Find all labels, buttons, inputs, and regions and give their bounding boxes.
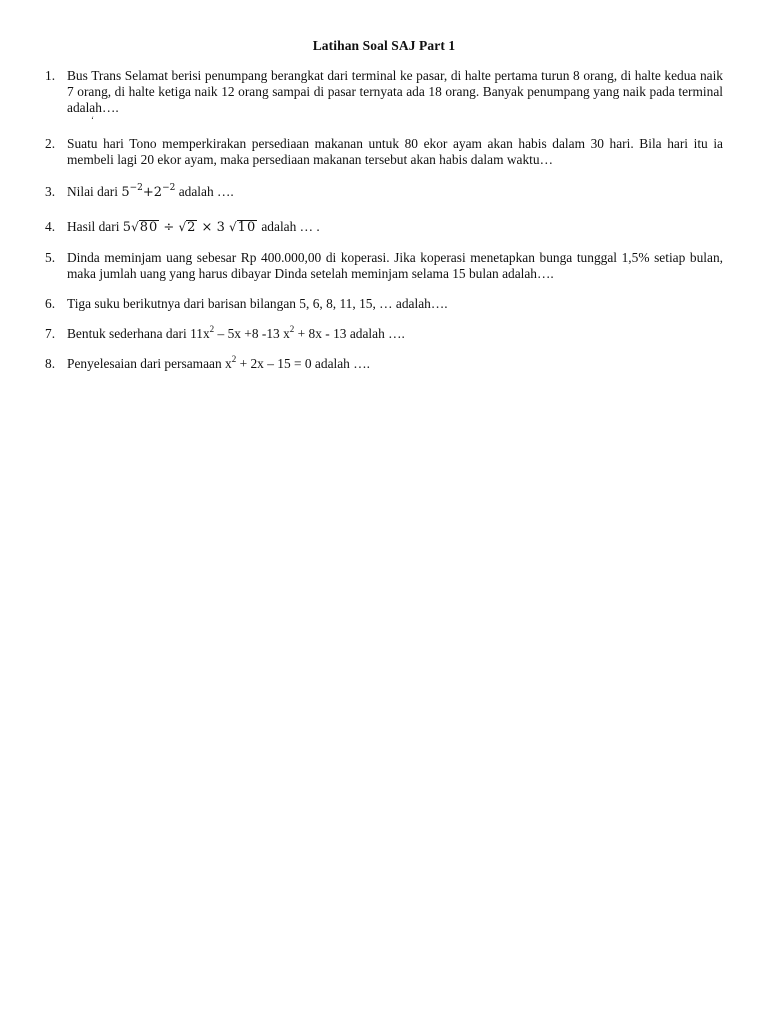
math-expression: $5^{-2}+2^{-2}$ [121,183,176,200]
question-text: Penyelesaian dari persamaan $x^2 + 2x - 15 = 0$ adalah …. [67,354,370,371]
document-title: Latihan Soal SAJ Part 1 [312,38,456,53]
radical-sign-icon: √ [131,220,139,234]
question-list [45,68,723,372]
question-2 [45,136,723,168]
question-number: 2. [45,136,56,151]
question-3 [45,184,723,201]
question-8 [45,356,723,372]
question-text: Dinda meminjam uang sebesar Rp 400.000,00 di koperasi. Jika koperasi menetapkan bunga tunggal 1,5% setiap bulan, maka jumlah uang yang harus dibayar Dinda setelah meminjam selama 15 bulan adalah…. [67,250,723,281]
question-number: 3. [45,184,56,199]
radicand: 2 [187,220,197,235]
question-7 [45,326,723,342]
question-number: 1. [45,68,56,83]
question-text: Hasil dari 5√80 ÷ √2 × 3 √10 adalah … . [67,219,320,235]
question-5 [45,250,723,282]
radical-sign-icon: √ [178,220,187,234]
question-number: 5. [45,250,56,265]
question-number: 8. [45,356,56,371]
question-text: Tiga suku berikutnya dari barisan bilangan 5, 6, 8, 11, 15, … adalah…. [67,296,448,311]
radical-sign-icon: √ [229,220,237,234]
question-6 [45,296,723,312]
question-number: 6. [45,296,56,311]
question-text: Nilai dari $5^{-2}+2^{-2}$ adalah …. [67,183,234,200]
math-expression: 5√80 ÷ √2 × 3 √10 [122,220,257,235]
radicand: 10 [237,220,257,235]
radicand: 80 [139,220,159,235]
stray-mark: ‘ [91,115,94,125]
question-text: Bus Trans Selamat berisi penumpang berangkat dari terminal ke pasar, di halte pertama turun 8 orang, di halte kedua naik 7 orang, di halte ketiga naik 12 orang sampai di pasar ternyata ada 18 orang. Banyak penumpang yang naik pada terminal adalah…. ‘ [67,68,723,125]
question-text: Bentuk sederhana dari $11x^2 - 5x +8$ -13 $x^2 + 8x - 13$ adalah …. [67,324,405,341]
question-number: 7. [45,326,56,341]
question-4 [45,219,723,236]
question-number: 4. [45,219,56,234]
question-1 [45,68,723,124]
question-text: Suatu hari Tono memperkirakan persediaan makanan untuk 80 ekor ayam akan habis dalam 30 hari. Bila hari itu ia membeli lagi 20 ekor ayam, maka persediaan makanan tersebut akan habis dalam waktu… [67,136,723,167]
